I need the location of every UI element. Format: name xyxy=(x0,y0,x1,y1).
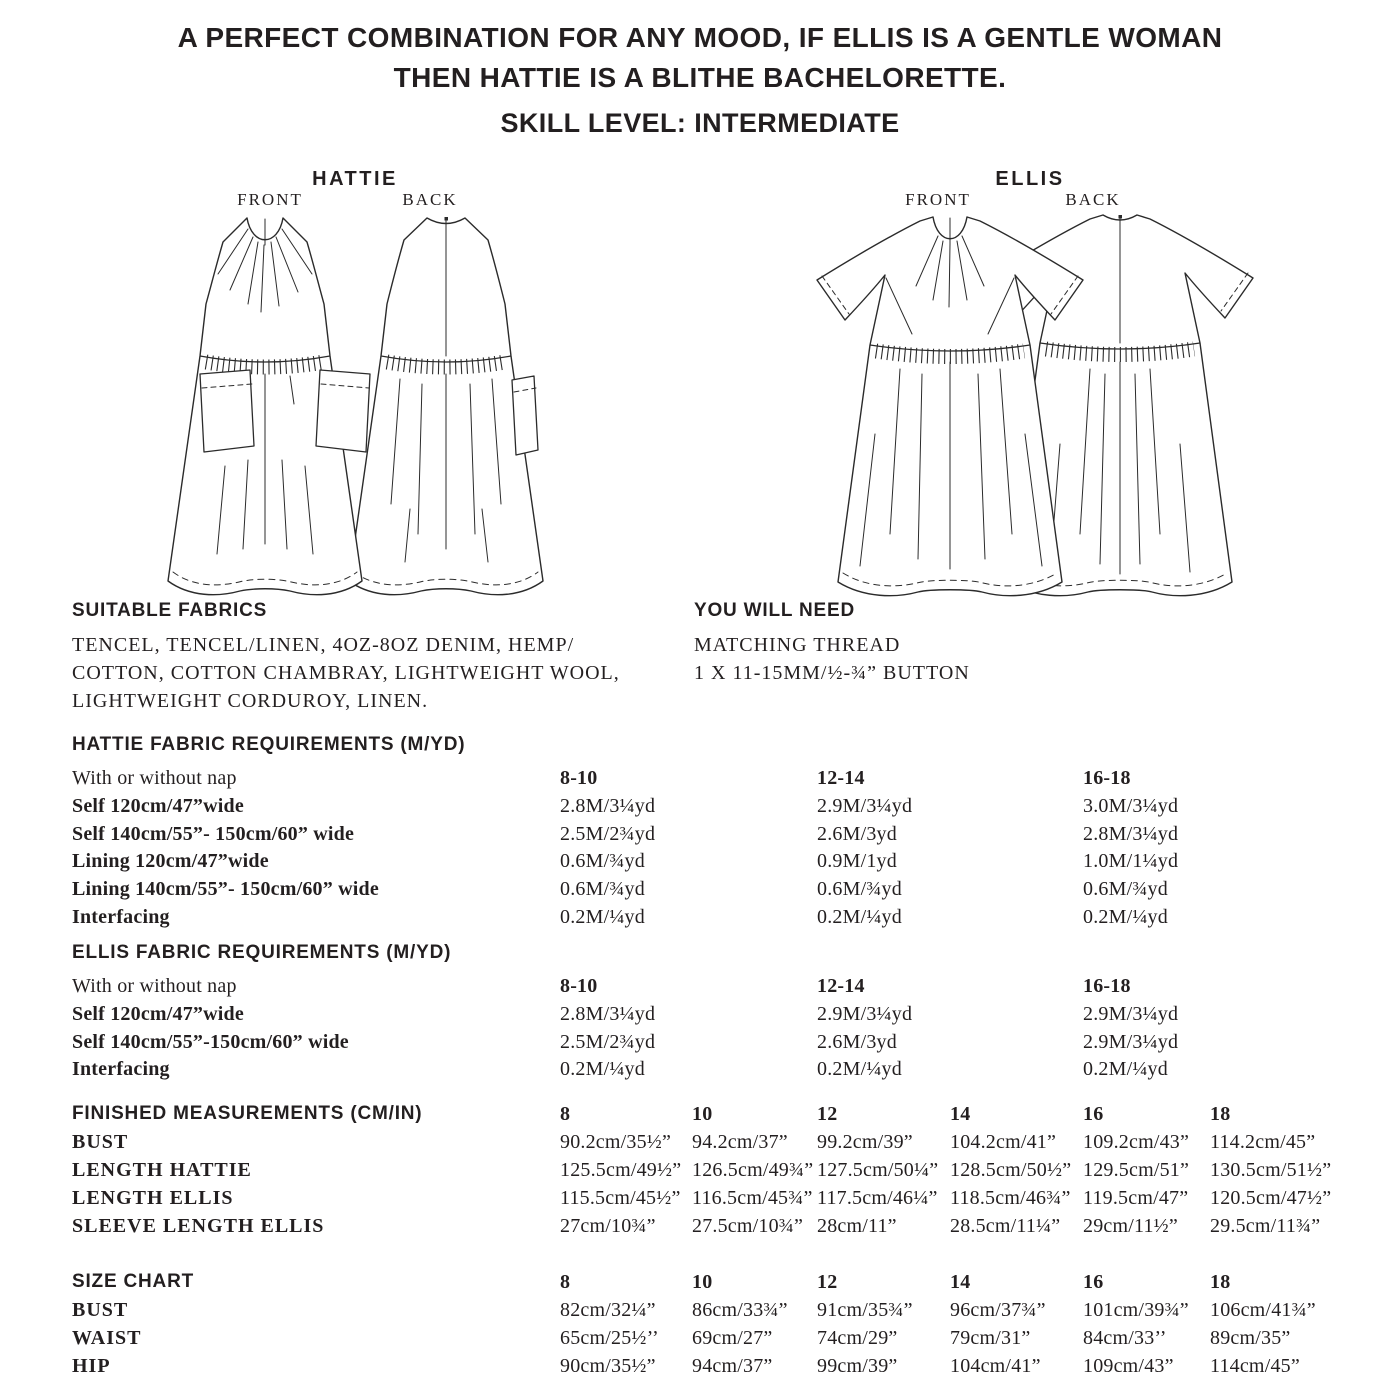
req-value: 2.9M/3¼yd xyxy=(817,795,913,818)
measurement-row-label: LENGTH ELLIS xyxy=(72,1186,234,1209)
size-header: 14 xyxy=(950,1102,971,1125)
size-chart-table xyxy=(72,1268,1372,1380)
you-will-need-item: MATCHING THREAD xyxy=(694,634,901,656)
req-row-label: Self 120cm/47”wide xyxy=(72,795,244,818)
size-range-header: 16-18 xyxy=(1083,975,1131,998)
req-value: 0.2M/¼yd xyxy=(560,1058,645,1081)
measurement-value: 115.5cm/45½” xyxy=(560,1186,681,1209)
req-value: 3.0M/3¼yd xyxy=(1083,795,1179,818)
suitable-fabrics-line: LIGHTWEIGHT CORDUROY, LINEN. xyxy=(72,690,429,712)
size-header: 12 xyxy=(817,1270,838,1293)
req-value: 2.8M/3¼yd xyxy=(560,795,656,818)
size-chart-row-label: WAIST xyxy=(72,1326,142,1349)
size-chart-value: 65cm/25½’’ xyxy=(560,1326,659,1349)
measurement-value: 114.2cm/45” xyxy=(1210,1130,1316,1153)
size-header: 12 xyxy=(817,1102,838,1125)
req-value: 2.6M/3yd xyxy=(817,1030,897,1053)
req-value: 0.6M/¾yd xyxy=(560,878,645,901)
ellis-requirements-table xyxy=(72,942,1372,1084)
measurement-row-label: BUST xyxy=(72,1130,129,1153)
req-value: 2.9M/3¼yd xyxy=(817,1003,913,1026)
size-chart-value: 106cm/41¾” xyxy=(1210,1298,1316,1321)
size-header: 18 xyxy=(1210,1270,1231,1293)
size-chart-value: 101cm/39¾” xyxy=(1083,1298,1189,1321)
measurement-value: 90.2cm/35½” xyxy=(560,1130,672,1153)
measurement-value: 29cm/11½” xyxy=(1083,1214,1178,1237)
tagline-line-1: A PERFECT COMBINATION FOR ANY MOOD, IF ELLIS IS A GENTLE WOMAN xyxy=(177,22,1223,53)
req-value: 2.6M/3yd xyxy=(817,822,897,845)
measurement-value: 109.2cm/43” xyxy=(1083,1130,1190,1153)
req-value: 0.2M/¼yd xyxy=(817,905,902,928)
size-range-header: 16-18 xyxy=(1083,767,1131,790)
req-row-label: Lining 140cm/55”- 150cm/60” wide xyxy=(72,878,379,901)
size-range-header: 8-10 xyxy=(560,767,598,790)
measurement-value: 27.5cm/10¾” xyxy=(692,1214,804,1237)
hattie-back-drawing xyxy=(349,217,543,595)
measurement-row-label: SLEEVE LENGTH ELLIS xyxy=(72,1214,325,1237)
hattie-requirements-heading: HATTIE FABRIC REQUIREMENTS (M/YD) xyxy=(72,734,466,755)
measurement-value: 94.2cm/37” xyxy=(692,1130,788,1153)
measurement-value: 129.5cm/51” xyxy=(1083,1158,1190,1181)
measurement-value: 27cm/10¾” xyxy=(560,1214,656,1237)
size-header: 10 xyxy=(692,1270,713,1293)
measurement-value: 126.5cm/49¾” xyxy=(692,1158,814,1181)
you-will-need-item: 1 X 11-15MM/½-¾” BUTTON xyxy=(694,662,970,684)
req-row-label: Interfacing xyxy=(72,1058,170,1081)
suitable-fabrics-section xyxy=(72,600,652,715)
size-header: 18 xyxy=(1210,1102,1231,1125)
size-chart-value: 94cm/37” xyxy=(692,1354,773,1377)
you-will-need-section xyxy=(694,600,1254,687)
req-value: 1.0M/1¼yd xyxy=(1083,850,1179,873)
suitable-fabrics-line: TENCEL, TENCEL/LINEN, 4OZ-8OZ DENIM, HEMP/ xyxy=(72,634,575,656)
nap-row-label: With or without nap xyxy=(72,975,237,998)
req-value: 0.6M/¾yd xyxy=(560,850,645,873)
size-chart-value: 86cm/33¾” xyxy=(692,1298,788,1321)
size-chart-value: 91cm/35¾” xyxy=(817,1298,913,1321)
measurement-value: 28cm/11” xyxy=(817,1214,897,1237)
req-value: 0.6M/¾yd xyxy=(1083,878,1168,901)
size-header: 16 xyxy=(1083,1270,1104,1293)
measurement-value: 128.5cm/50½” xyxy=(950,1158,1072,1181)
size-header: 8 xyxy=(560,1270,571,1293)
measurement-value: 117.5cm/46¼” xyxy=(817,1186,938,1209)
req-value: 2.5M/2¾yd xyxy=(560,822,656,845)
skill-level: SKILL LEVEL: INTERMEDIATE xyxy=(500,108,900,138)
measurement-value: 119.5cm/47” xyxy=(1083,1186,1189,1209)
size-chart-heading: SIZE CHART xyxy=(72,1271,194,1292)
ellis-back-label: BACK xyxy=(1065,190,1121,209)
suitable-fabrics-heading: SUITABLE FABRICS xyxy=(72,600,268,621)
req-value: 0.2M/¼yd xyxy=(560,905,645,928)
req-value: 0.2M/¼yd xyxy=(817,1058,902,1081)
ellis-requirements-heading: ELLIS FABRIC REQUIREMENTS (M/YD) xyxy=(72,942,452,963)
req-row-label: Self 140cm/55”- 150cm/60” wide xyxy=(72,822,355,845)
size-chart-value: 89cm/35” xyxy=(1210,1326,1291,1349)
req-value: 0.9M/1yd xyxy=(817,850,897,873)
tagline-line-2: THEN HATTIE IS A BLITHE BACHELORETTE. xyxy=(393,62,1007,93)
hattie-back-label: BACK xyxy=(402,190,458,209)
req-row-label: Self 120cm/47”wide xyxy=(72,1003,244,1026)
size-chart-row-label: HIP xyxy=(72,1354,111,1377)
req-value: 2.9M/3¼yd xyxy=(1083,1003,1179,1026)
hattie-front-label: FRONT xyxy=(237,190,303,209)
size-chart-value: 114cm/45” xyxy=(1210,1354,1300,1377)
measurement-value: 118.5cm/46¾” xyxy=(950,1186,1071,1209)
size-range-header: 12-14 xyxy=(817,767,865,790)
measurement-value: 120.5cm/47½” xyxy=(1210,1186,1332,1209)
hattie-figure-title: HATTIE xyxy=(312,168,398,190)
size-header: 8 xyxy=(560,1102,571,1125)
size-chart-value: 82cm/32¼” xyxy=(560,1298,656,1321)
size-chart-value: 69cm/27” xyxy=(692,1326,773,1349)
nap-row-label: With or without nap xyxy=(72,767,237,790)
size-header: 16 xyxy=(1083,1102,1104,1125)
req-value: 2.9M/3¼yd xyxy=(1083,1030,1179,1053)
req-value: 0.2M/¼yd xyxy=(1083,1058,1168,1081)
measurement-row-label: LENGTH HATTIE xyxy=(72,1158,252,1181)
finished-measurements-heading: FINISHED MEASUREMENTS (CM/IN) xyxy=(72,1103,423,1124)
size-chart-value: 74cm/29” xyxy=(817,1326,898,1349)
req-value: 2.8M/3¼yd xyxy=(560,1003,656,1026)
ellis-figure-title: ELLIS xyxy=(995,168,1065,190)
req-value: 2.5M/2¾yd xyxy=(560,1030,656,1053)
ellis-front-label: FRONT xyxy=(905,190,971,209)
req-row-label: Interfacing xyxy=(72,905,170,928)
size-chart-value: 79cm/31” xyxy=(950,1326,1031,1349)
hattie-technical-flat-drawing xyxy=(160,204,550,604)
size-header: 10 xyxy=(692,1102,713,1125)
req-value: 2.8M/3¼yd xyxy=(1083,822,1179,845)
ellis-figure xyxy=(800,168,1260,628)
finished-measurements-table xyxy=(72,1100,1372,1240)
size-range-header: 12-14 xyxy=(817,975,865,998)
size-chart-value: 90cm/35½” xyxy=(560,1354,656,1377)
size-chart-row-label: BUST xyxy=(72,1298,129,1321)
size-chart-value: 109cm/43” xyxy=(1083,1354,1174,1377)
measurement-value: 130.5cm/51½” xyxy=(1210,1158,1332,1181)
size-header: 14 xyxy=(950,1270,971,1293)
hattie-figure xyxy=(160,168,550,608)
size-chart-value: 99cm/39” xyxy=(817,1354,898,1377)
size-range-header: 8-10 xyxy=(560,975,598,998)
suitable-fabrics-line: COTTON, COTTON CHAMBRAY, LIGHTWEIGHT WOOL, xyxy=(72,662,620,684)
measurement-value: 104.2cm/41” xyxy=(950,1130,1057,1153)
hattie-requirements-table xyxy=(72,734,1372,931)
measurement-value: 99.2cm/39” xyxy=(817,1130,913,1153)
measurement-value: 116.5cm/45¾” xyxy=(692,1186,813,1209)
header xyxy=(0,18,1400,98)
req-value: 0.2M/¼yd xyxy=(1083,905,1168,928)
measurement-value: 28.5cm/11¼” xyxy=(950,1214,1061,1237)
you-will-need-heading: YOU WILL NEED xyxy=(694,600,855,621)
ellis-technical-flat-drawing xyxy=(800,204,1260,624)
size-chart-value: 84cm/33’’ xyxy=(1083,1326,1167,1349)
req-row-label: Lining 120cm/47”wide xyxy=(72,850,269,873)
measurement-value: 127.5cm/50¼” xyxy=(817,1158,939,1181)
req-value: 0.6M/¾yd xyxy=(817,878,902,901)
size-chart-value: 96cm/37¾” xyxy=(950,1298,1046,1321)
measurement-value: 125.5cm/49½” xyxy=(560,1158,682,1181)
measurement-value: 29.5cm/11¾” xyxy=(1210,1214,1321,1237)
req-row-label: Self 140cm/55”-150cm/60” wide xyxy=(72,1030,349,1053)
hattie-front-drawing xyxy=(168,218,370,595)
size-chart-value: 104cm/41” xyxy=(950,1354,1041,1377)
